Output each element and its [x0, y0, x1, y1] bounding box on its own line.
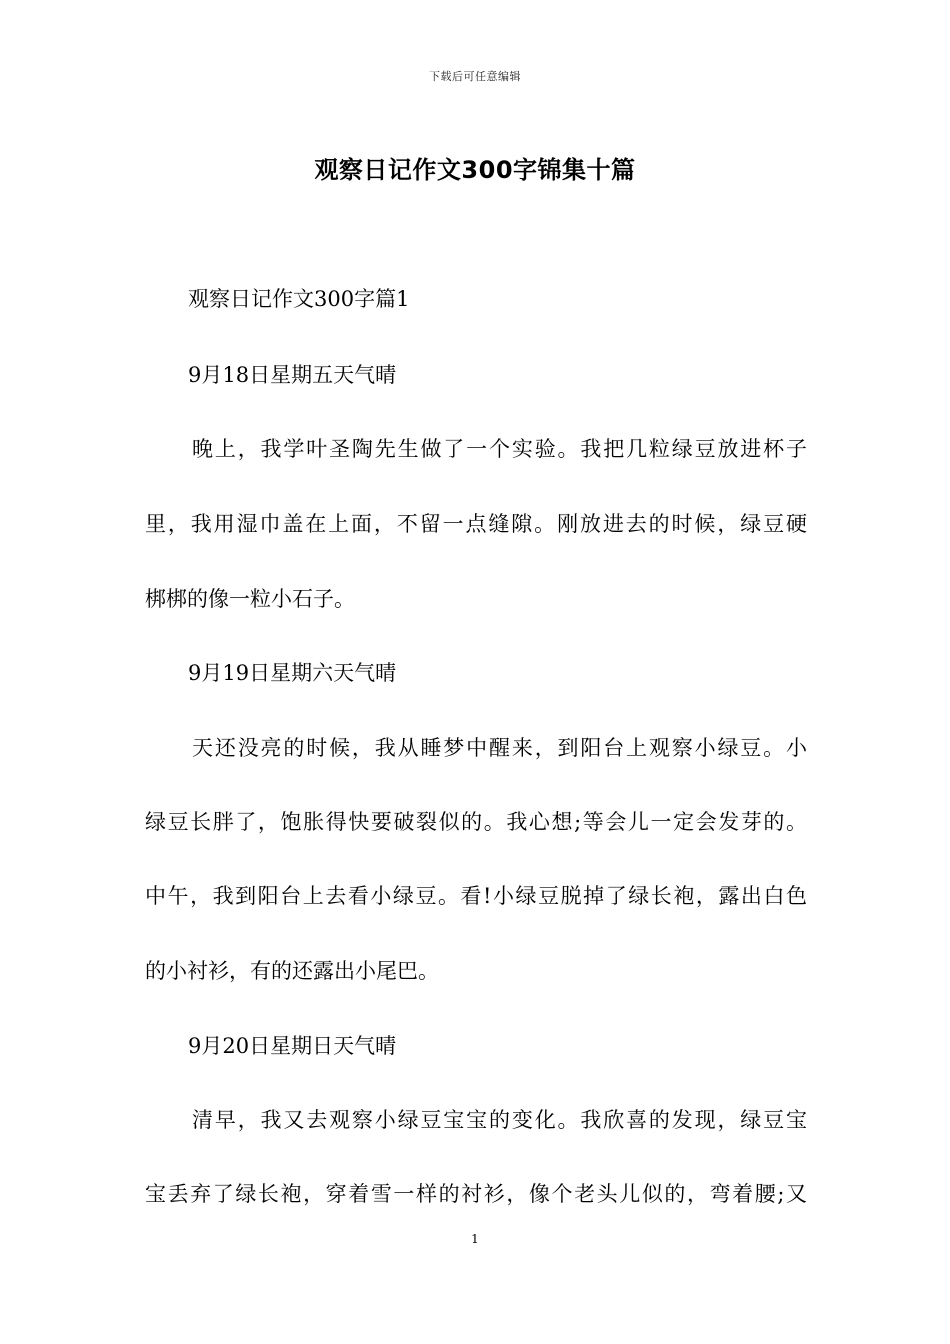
entry-date: 9月19日星期六天气晴	[188, 661, 397, 685]
paragraph-line: 晚上，我学叶圣陶先生做了一个实验。我把几粒绿豆放进杯子	[192, 437, 807, 461]
paragraph-line: 里，我用湿巾盖在上面，不留一点缝隙。刚放进去的时候，绿豆硬	[145, 512, 807, 536]
entry-date: 9月20日星期日天气晴	[188, 1034, 397, 1058]
paragraph-line: 绿豆长胖了，饱胀得快要破裂似的。我心想;等会儿一定会发芽的。	[145, 810, 807, 834]
paragraph-line: 的小衬衫，有的还露出小尾巴。	[145, 959, 439, 983]
header-note: 下载后可任意编辑	[429, 70, 521, 83]
paragraph-line: 中午，我到阳台上去看小绿豆。看!小绿豆脱掉了绿长袍，露出白色	[145, 884, 807, 908]
section-heading: 观察日记作文300字篇1	[188, 287, 410, 311]
paragraph-line: 宝丢弃了绿长袍，穿着雪一样的衬衫，像个老头儿似的，弯着腰;又	[145, 1182, 807, 1206]
entry-date: 9月18日星期五天气晴	[188, 363, 397, 387]
paragraph-line: 梆梆的像一粒小石子。	[145, 587, 355, 611]
page-number: 1	[471, 1232, 479, 1246]
document-title: 观察日记作文300字锦集十篇	[314, 156, 636, 184]
paragraph-line: 天还没亮的时候，我从睡梦中醒来，到阳台上观察小绿豆。小	[192, 736, 807, 760]
paragraph-line: 清早，我又去观察小绿豆宝宝的变化。我欣喜的发现，绿豆宝	[192, 1108, 807, 1132]
